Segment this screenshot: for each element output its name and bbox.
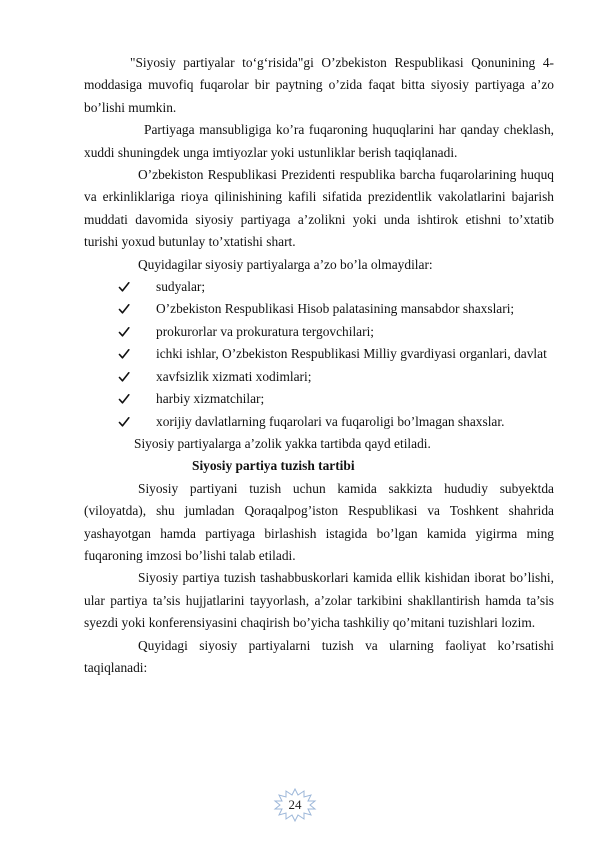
list-item: [84, 388, 554, 410]
list-item-text: O’zbekiston Respublikasi Hisob palatasining mansabdor shaxslari;: [156, 301, 515, 317]
checkmark-icon: [117, 321, 131, 343]
paragraph-party-membership-law: "Siyosiy partiyalar to‘g‘risida"gi O’zbekiston Respublikasi Qonunining 4-moddasiga muvofiq fuqarolar bir paytning o’zida faqat bitta siyosiy partiyaga a’zo bo’lishi mumkin.: [84, 55, 554, 115]
paragraph-individual-membership: Siyosiy partiyalarga a’zolik yakka tartibda qayd etiladi.: [134, 435, 431, 451]
page-number-badge: [267, 788, 323, 822]
paragraph-initiators: Siyosiy partiya tuzish tashabbuskorlari kamida ellik kishidan iborat bo’lishi, ular partiya ta’sis hujjatlarini tayyorlash, a’zolar tarkibini shakllantirish hamda ta’sis syezdi yoki konferensiyasini chaqirish bo’yicha tashkiliy qo’mitani tuzishlari lozim.: [84, 570, 554, 631]
paragraph-signature-requirement: Siyosiy partiyani tuzish uchun kamida sakkizta hududiy subyektda (viloyatda), shu jumladan Qoraqalpog’iston Respublikasi va Toshkent shahrida yashayotgan hamda partiyaga birlashish istagida bo’lgan kamida yigirma ming fuqaroning imzosi bo’lishi talab etiladi.: [84, 480, 554, 563]
section-heading: Siyosiy partiya tuzish tartibi: [192, 458, 355, 474]
paragraph-rights-restriction: Partiyaga mansubligiga ko’ra fuqaroning huquqlarini har qanday cheklash, xuddi shuningdek unga imtiyozlar yoki ustunliklar berish taqiqlanadi.: [84, 122, 554, 160]
checkmark-icon: [117, 388, 131, 410]
paragraph-prohibited-intro: Quyidagi siyosiy partiyalarni tuzish va ularning faoliyat ko’rsatishi taqiqlanadi:: [84, 637, 554, 675]
ineligible-members-list: [84, 276, 554, 433]
checkmark-icon: [117, 298, 131, 320]
checkmark-icon: [117, 366, 131, 388]
checkmark-icon: [117, 343, 131, 365]
paragraph-list-intro: Quyidagilar siyosiy partiyalarga a’zo bo’la olmaydilar:: [138, 256, 433, 272]
list-item: [84, 298, 554, 320]
list-item-text: harbiy xizmatchilar;: [156, 391, 265, 407]
list-item-text: ichki ishlar, O’zbekiston Respublikasi Milliy gvardiyasi organlari, davlat: [156, 346, 547, 362]
list-item-text: xorijiy davlatlarning fuqarolari va fuqaroligi bo’lmagan shaxslar.: [156, 413, 505, 429]
checkmark-icon: [117, 411, 131, 433]
list-item: [84, 321, 554, 343]
checkmark-icon: [117, 276, 131, 298]
list-item: [84, 411, 554, 433]
text-block-top: [84, 52, 554, 679]
list-item-text: prokurorlar va prokuratura tergovchilari;: [156, 323, 375, 339]
list-item: [84, 276, 554, 298]
list-item-text: sudyalar;: [156, 279, 206, 295]
list-item: [84, 366, 554, 388]
page-number: 24: [288, 797, 302, 812]
list-item-text: xavfsizlik xizmati xodimlari;: [156, 368, 312, 384]
list-item: [84, 343, 554, 365]
paragraph-president-membership: O’zbekiston Respublikasi Prezidenti respublika barcha fuqarolarining huquq va erkinliklariga rioya qilinishining kafili sifatida prezidentlik vakolatlarini bajarish muddati davomida siyosiy partiyaga a’zolikni yoki unda ishtirok etishni to’xtatib turishi yoxud butunlay to’xtatishi shart.: [84, 167, 554, 250]
